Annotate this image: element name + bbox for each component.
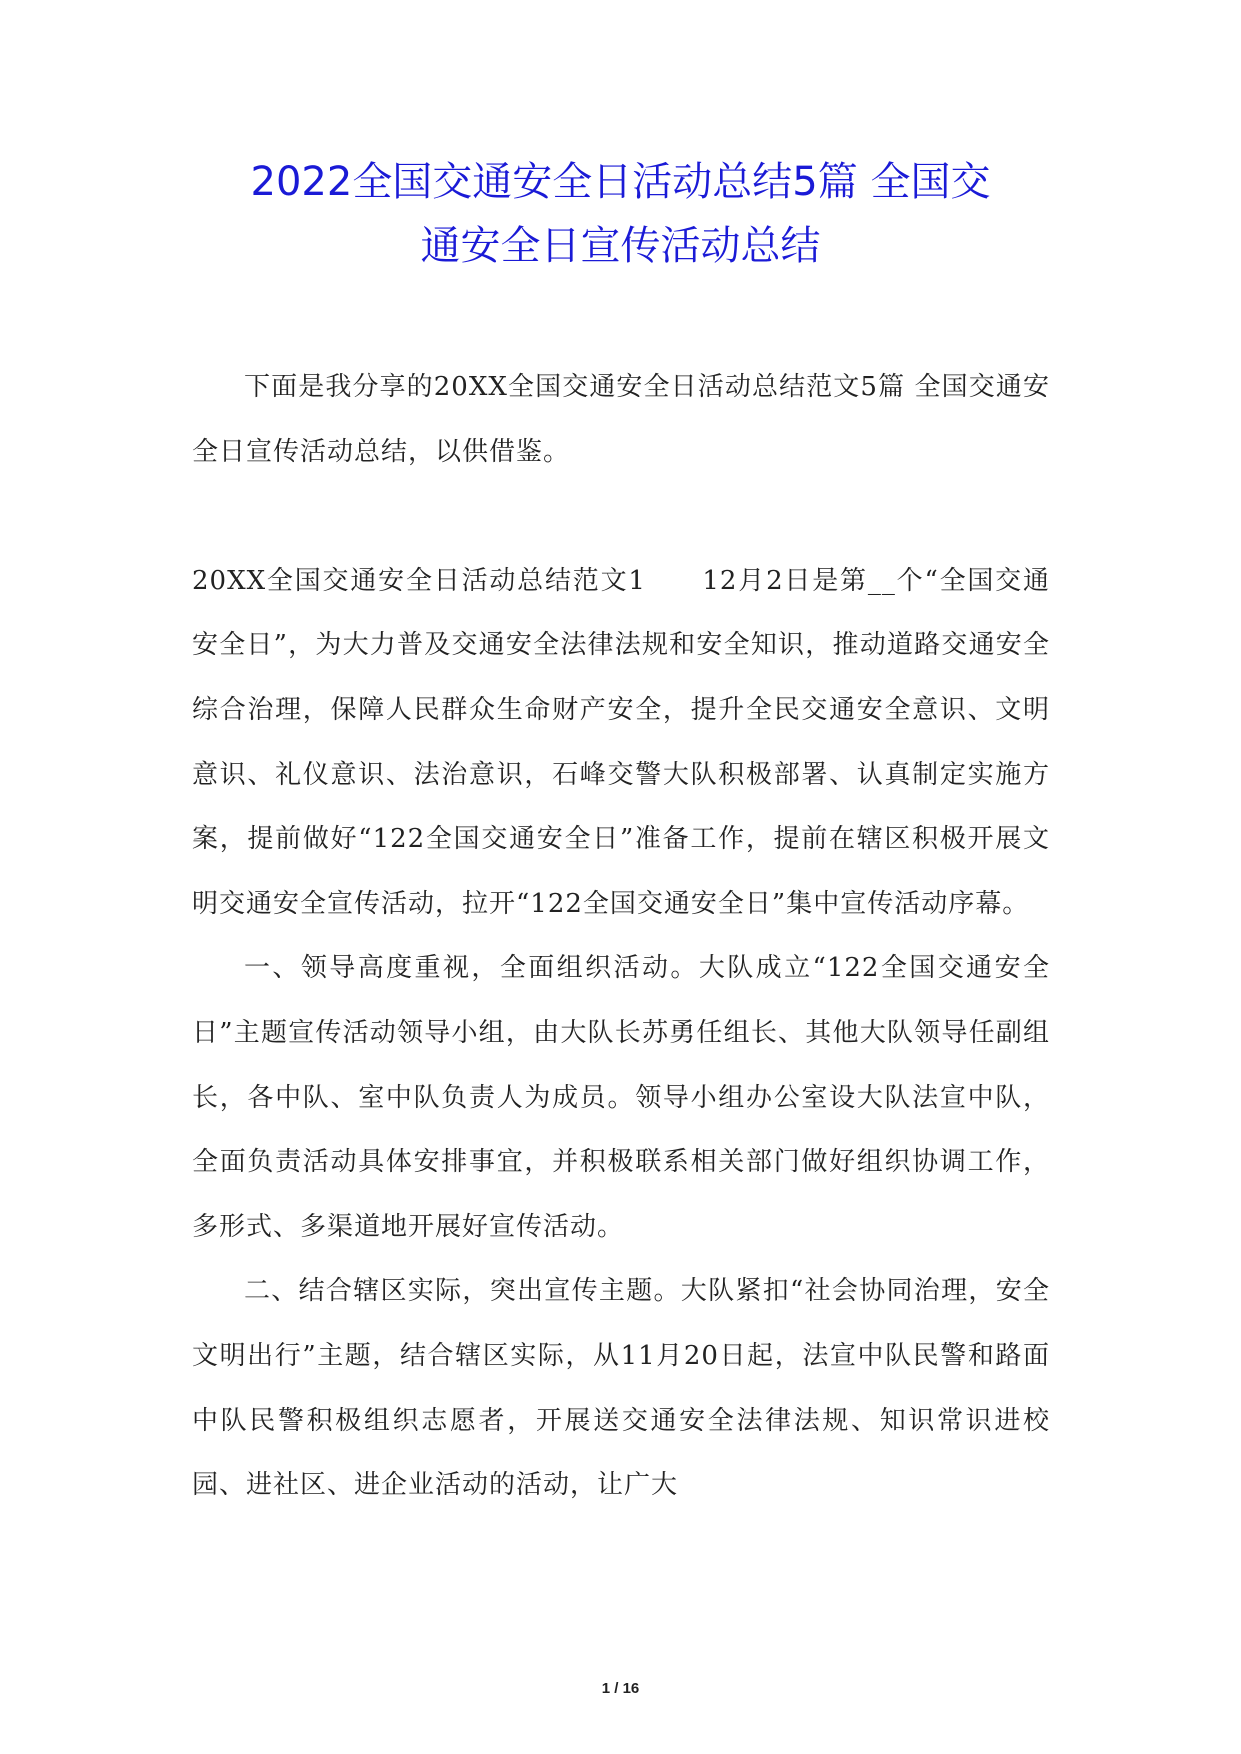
section-1-paragraph: 20XX全国交通安全日活动总结范文1 12月2日是第__个“全国交通安全日”，为大力普及交通安全法律法规和安全知识，推动道路交通安全综合治理，保障人民群众生命财产安全，提升全民交通安全意识、文明意识、礼仪意识、法治意识，石峰交警大队积极部署、认真制定实施方案，提前做好“122全国交通安全日”准备工作，提前在辖区积极开展文明交通安全宣传活动，拉开“122全国交通安全日”集中宣传活动序幕。 <box>192 565 1050 919</box>
document-body <box>192 355 1050 1518</box>
title-line-1: 2022全国交通安全日活动总结5篇 全国交 <box>250 159 991 205</box>
document-title <box>150 150 1091 278</box>
point-2-paragraph: 二、结合辖区实际，突出宣传主题。大队紧扣“社会协同治理，安全文明出行”主题，结合辖区实际，从11月20日起，法宣中队民警和路面中队民警积极组织志愿者，开展送交通安全法律法规、知识常识进校园、进社区、进企业活动的活动，让广大 <box>192 1276 1050 1501</box>
page-number: 1 / 16 <box>601 1680 640 1697</box>
intro-paragraph: 下面是我分享的20XX全国交通安全日活动总结范文5篇 全国交通安全日宣传活动总结，以供借鉴。 <box>192 372 1050 467</box>
point-1-paragraph: 一、领导高度重视，全面组织活动。大队成立“122全国交通安全日”主题宣传活动领导小组，由大队长苏勇任组长、其他大队领导任副组长，各中队、室中队负责人为成员。领导小组办公室设大队法宣中队，全面负责活动具体安排事宜，并积极联系相关部门做好组织协调工作，多形式、多渠道地开展好宣传活动。 <box>192 953 1050 1242</box>
title-line-2: 通安全日宣传活动总结 <box>420 223 821 269</box>
paragraph-gap <box>192 484 1050 549</box>
